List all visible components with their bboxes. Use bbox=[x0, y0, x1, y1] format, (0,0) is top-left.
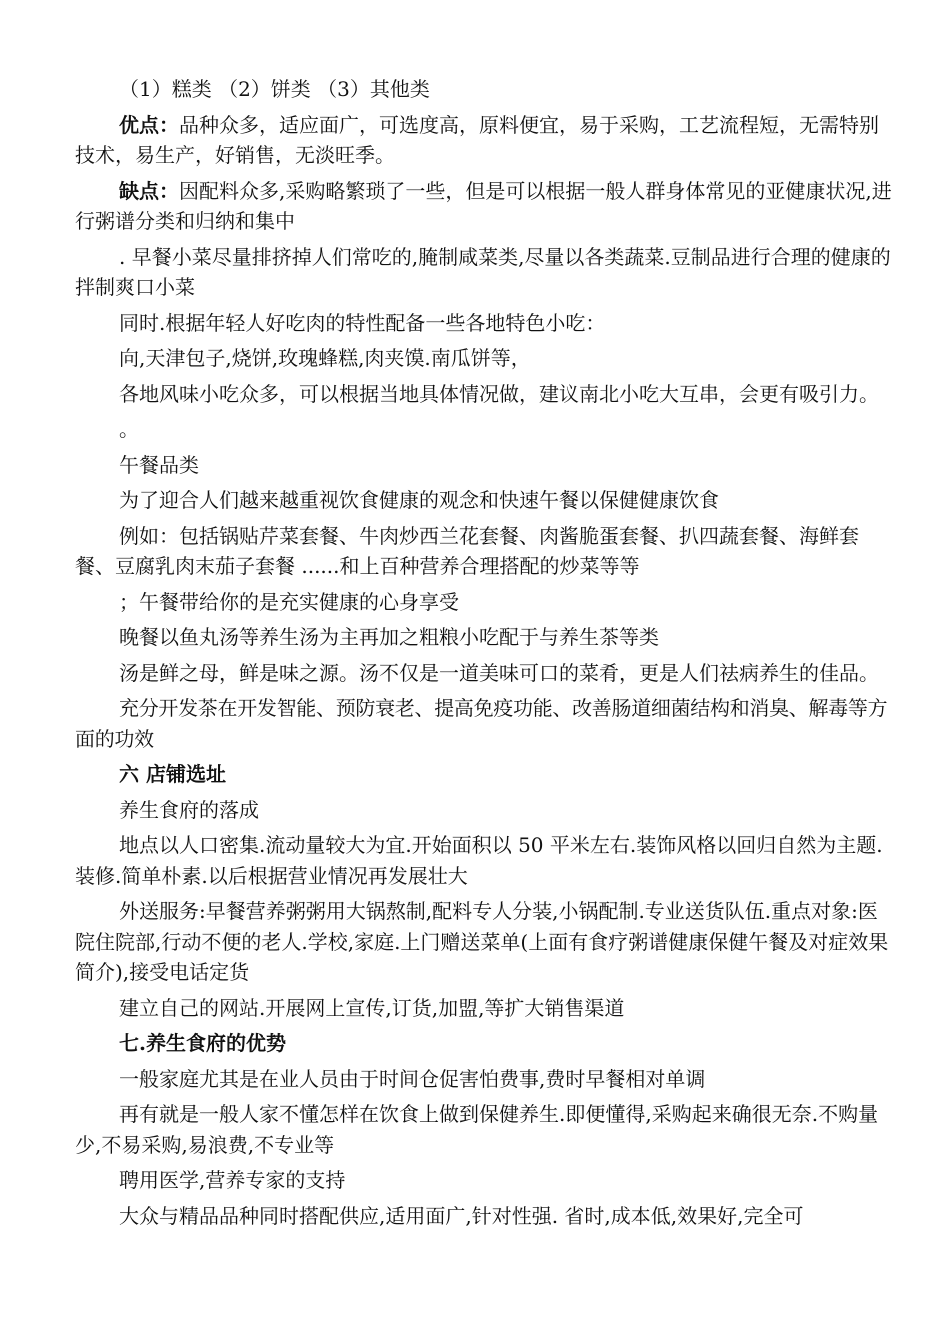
regional-snacks-paragraph: 各地风味小吃众多，可以根据当地具体情况做，建议南北小吃大互串，会更有吸引力。 bbox=[119, 381, 879, 406]
advantages-text: 品种众多，适应面广，可选度高，原料便宜，易于采购，工艺流程短，无需特别技术，易生产，好销售，无淡旺季。 bbox=[75, 112, 879, 167]
website-paragraph: 建立自己的网站.开展网上宣传,订货,加盟,等扩大销售渠道 bbox=[119, 995, 625, 1020]
disadvantages-label: 缺点： bbox=[119, 178, 179, 203]
section-six-heading: 六 店铺选址 bbox=[119, 762, 226, 786]
tea-paragraph: 充分开发茶在开发智能、预防衰老、提高免疫功能、改善肠道细菌结构和消臭、解毒等方面的功效 bbox=[75, 696, 888, 751]
breakfast-sides-paragraph: . 早餐小菜尽量排挤掉人们常吃的,腌制咸菜类,尽量以各类蔬菜.豆制品进行合理的健康的拌制爽口小菜 bbox=[75, 244, 891, 299]
experts-paragraph: 聘用医学,营养专家的支持 bbox=[119, 1168, 346, 1192]
families-paragraph: 一般家庭尤其是在业人员由于时间仓促害怕费事,费时早餐相对单调 bbox=[119, 1066, 706, 1091]
dinner-paragraph: 晚餐以鱼丸汤等养生汤为主再加之粗粮小吃配于与养生茶等类 bbox=[119, 625, 659, 649]
disadvantages-paragraph bbox=[75, 176, 895, 237]
knowledge-paragraph: 再有就是一般人家不懂怎样在饮食上做到保健养生.即便懂得,采购起来确很无奈.不购量少,不易采购,易浪费,不专业等 bbox=[75, 1102, 879, 1157]
advantages-paragraph bbox=[75, 110, 895, 171]
soup-paragraph: 汤是鲜之母，鲜是味之源。汤不仅是一道美味可口的菜肴，更是人们祛病养生的佳品。 bbox=[119, 660, 879, 685]
location-paragraph: 地点以人口密集.流动量较大为宜.开始面积以 50 平米左右.装饰风格以回归自然为主题.装修.简单朴素.以后根据营业情况再发展壮大 bbox=[75, 833, 883, 888]
snacks-list-paragraph: 向,天津包子,烧饼,玫瑰蜂糕,肉夹馍.南瓜饼等， bbox=[119, 346, 531, 370]
category-list: （1）糕类 （2）饼类 （3）其他类 bbox=[119, 77, 430, 101]
section-seven-heading: 七.养生食府的优势 bbox=[119, 1031, 286, 1055]
advantages-label: 优点： bbox=[119, 112, 179, 137]
establishment-paragraph: 养生食府的落成 bbox=[119, 797, 259, 822]
lunch-title: 午餐品类 bbox=[119, 452, 199, 477]
delivery-paragraph: 外送服务:早餐营养粥粥用大锅熬制,配料专人分装,小锅配制.专业送货队伍.重点对象:医院住院部,行动不便的老人.学校,家庭.上门赠送菜单(上面有食疗粥谱健康保健午餐及对症效果简介),接受电话定货 bbox=[75, 899, 889, 984]
stray-punctuation: 。 bbox=[119, 417, 139, 441]
lunch-examples-paragraph: 例如：包括锅贴芹菜套餐、牛肉炒西兰花套餐、肉酱脆蛋套餐、扒四蔬套餐、海鲜套餐、豆腐乳肉末茄子套餐 ......和上百种营养合理搭配的炒菜等等 bbox=[75, 523, 859, 578]
snacks-intro-paragraph: 同时.根据年轻人好吃肉的特性配备一些各地特色小吃： bbox=[119, 310, 606, 335]
disadvantages-text: 因配料众多,采购略繁琐了一些，但是可以根据一般人群身体常见的亚健康状况,进行粥谱分类和归纳和集中 bbox=[75, 178, 892, 233]
lunch-slogan-paragraph: ；午餐带给你的是充实健康的心身享受 bbox=[119, 589, 459, 614]
lunch-concept-paragraph: 为了迎合人们越来越重视饮食健康的观念和快速午餐以保健健康饮食 bbox=[119, 488, 719, 512]
variety-paragraph: 大众与精品品种同时搭配供应,适用面广,针对性强. 省时,成本低,效果好,完全可 bbox=[119, 1203, 804, 1228]
